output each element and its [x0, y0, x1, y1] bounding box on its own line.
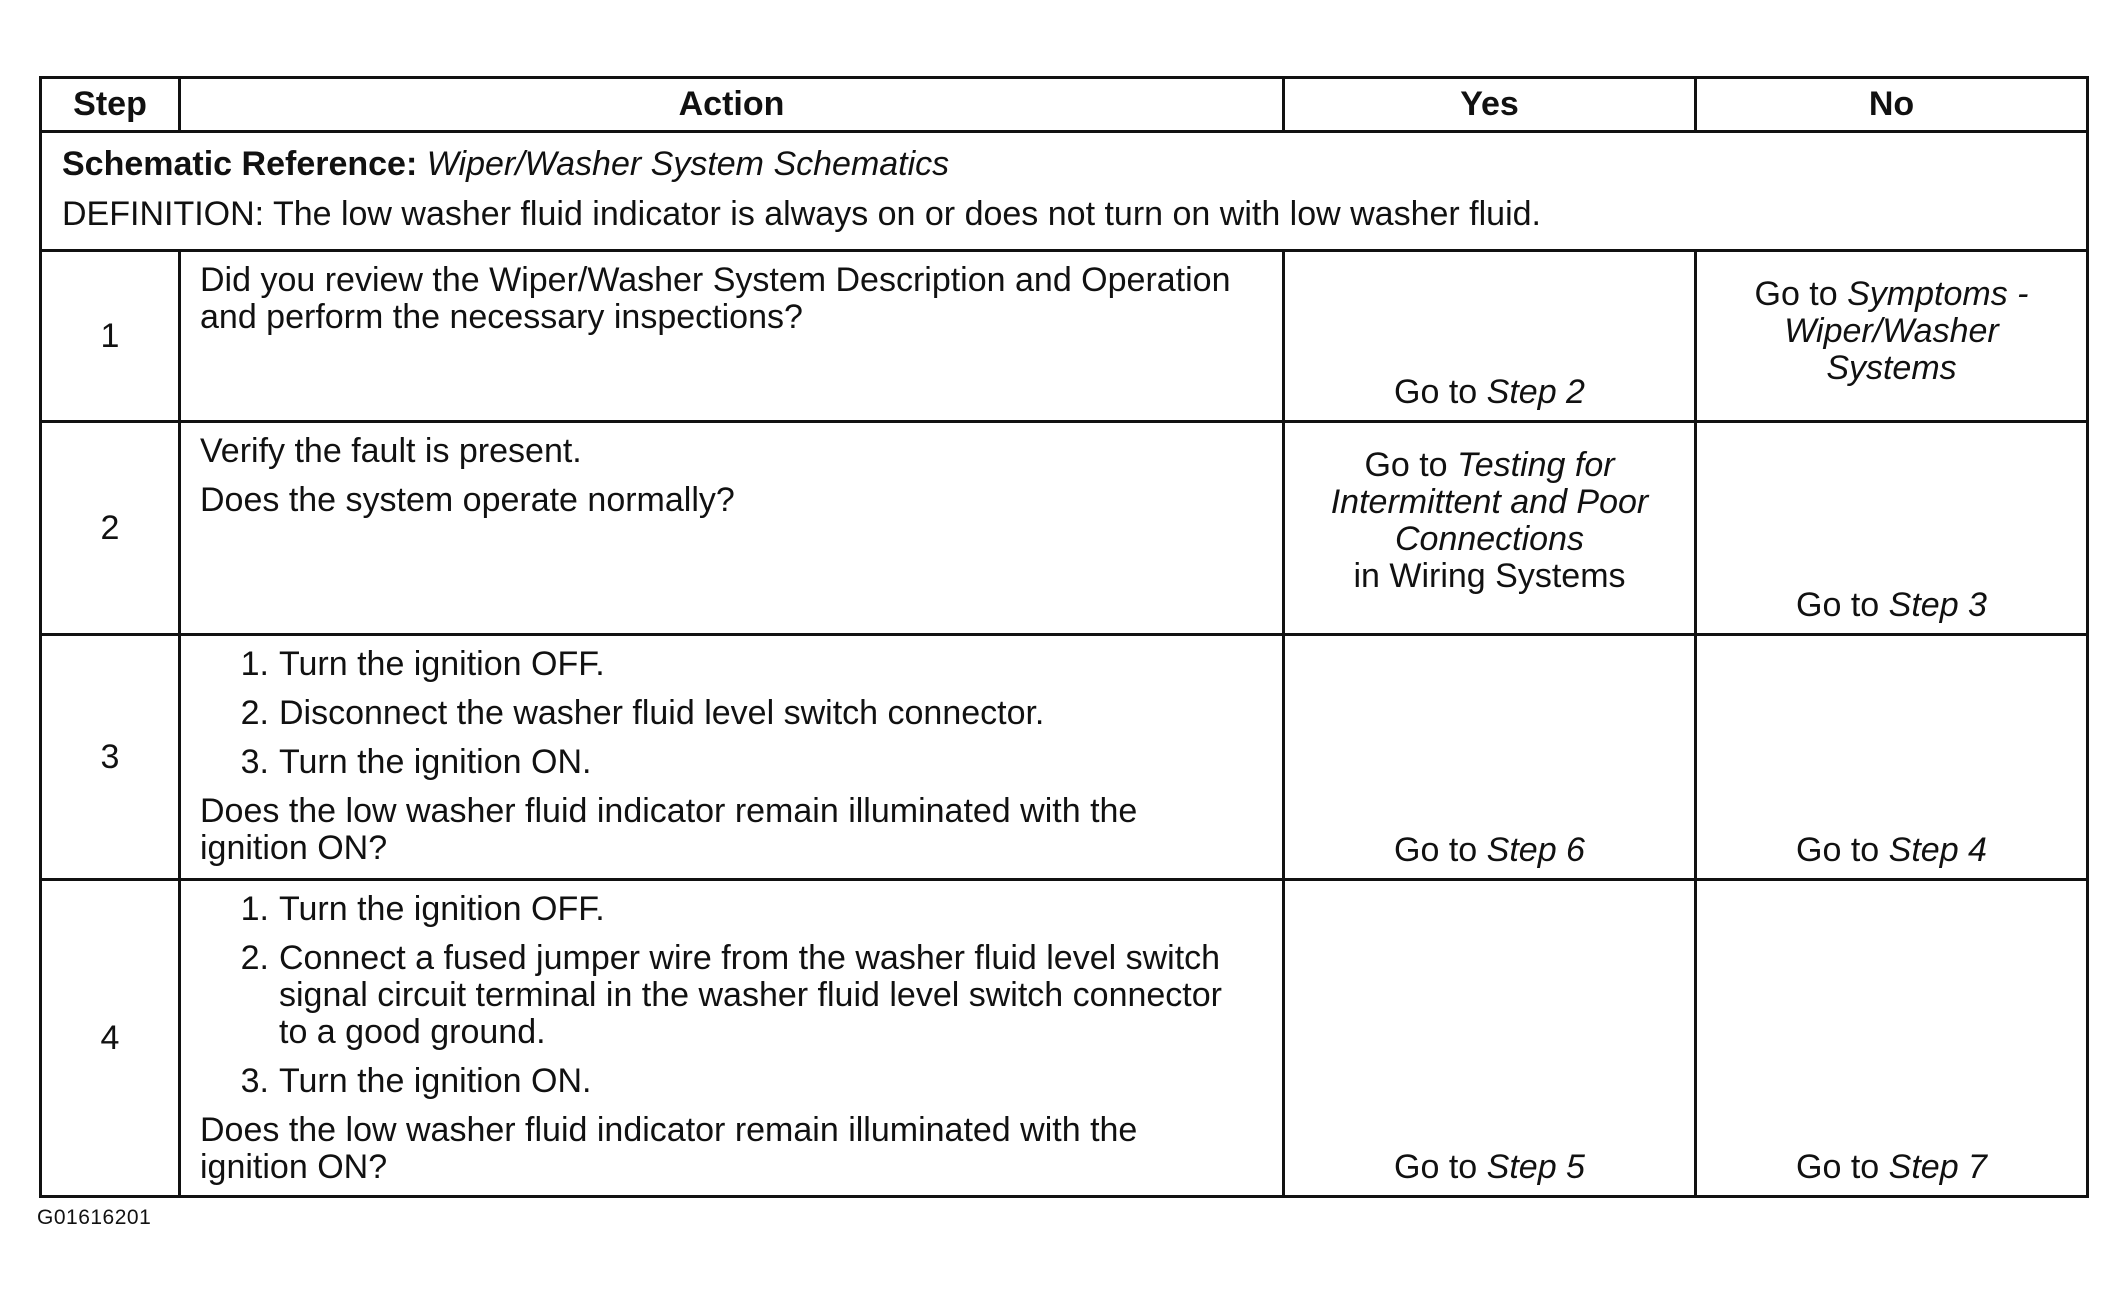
substep-number: 1. — [240, 890, 269, 928]
action-cell — [180, 251, 1284, 422]
definition-text: DEFINITION: The low washer fluid indicator is always on or does not turn on with low washer fluid. — [62, 195, 1541, 233]
yes-link-cont[interactable]: Intermittent and Poor — [1330, 483, 1649, 521]
yes-link[interactable]: Testing for — [1457, 446, 1615, 484]
header-row — [41, 78, 2088, 132]
schematic-reference-label: Schematic Reference: — [62, 145, 418, 183]
yes-suffix: in Wiring Systems — [1353, 557, 1626, 595]
substep — [240, 939, 1252, 1051]
substep — [240, 890, 1252, 928]
header-yes: Yes — [1284, 78, 1696, 132]
substep — [240, 694, 1252, 732]
header-action: Action — [180, 78, 1284, 132]
yes-prefix: Go to — [1394, 831, 1478, 869]
yes-result — [1285, 832, 1694, 869]
substep-list — [200, 891, 1252, 1100]
no-result — [1697, 252, 2086, 387]
substep-text: Turn the ignition ON. — [279, 743, 592, 781]
table-row — [41, 880, 2088, 1197]
step-number: 3 — [41, 635, 180, 880]
yes-cell — [1284, 251, 1696, 422]
no-prefix: Go to — [1796, 586, 1880, 624]
action-question: Does the low washer fluid indicator remain illuminated with the ignition ON? — [200, 792, 1138, 867]
no-prefix: Go to — [1796, 831, 1880, 869]
substep-text: Turn the ignition OFF. — [279, 890, 605, 928]
no-link[interactable]: Step 7 — [1888, 1148, 1987, 1186]
no-result — [1697, 1149, 2086, 1186]
yes-link[interactable]: Step 5 — [1486, 1148, 1585, 1186]
yes-result — [1285, 374, 1694, 411]
substep — [240, 645, 1252, 683]
reference-row — [41, 132, 2088, 251]
substep — [240, 743, 1252, 781]
substep-number: 2. — [240, 694, 269, 732]
action-cell — [180, 880, 1284, 1197]
substep-text: Disconnect the washer fluid level switch connector. — [279, 694, 1045, 732]
no-link[interactable]: Symptoms - — [1847, 275, 2029, 313]
table-row — [41, 251, 2088, 422]
no-result — [1697, 832, 2086, 869]
yes-prefix: Go to — [1364, 446, 1448, 484]
action-question: Does the low washer fluid indicator remain illuminated with the ignition ON? — [200, 1111, 1138, 1186]
yes-prefix: Go to — [1394, 1148, 1478, 1186]
substep-number: 1. — [240, 645, 269, 683]
step-number: 4 — [41, 880, 180, 1197]
step-number: 1 — [41, 251, 180, 422]
reference-cell — [41, 132, 2088, 251]
header-step: Step — [41, 78, 180, 132]
yes-cell — [1284, 880, 1696, 1197]
figure-id: G01616201 — [37, 1206, 152, 1229]
substep-list — [200, 646, 1252, 781]
schematic-reference — [62, 139, 2086, 189]
yes-link[interactable]: Step 2 — [1486, 373, 1585, 411]
substep-number: 3. — [240, 743, 269, 781]
table-row — [41, 635, 2088, 880]
action-instruction: Verify the fault is present. — [200, 432, 582, 470]
diagnostic-table — [39, 76, 2089, 1198]
no-link[interactable]: Step 4 — [1888, 831, 1987, 869]
substep-number: 3. — [240, 1062, 269, 1100]
no-cell — [1696, 422, 2088, 635]
schematic-reference-link[interactable]: Wiper/Washer System Schematics — [426, 145, 950, 183]
no-link-cont[interactable]: Wiper/Washer — [1784, 312, 1999, 350]
action-question: Does the system operate normally? — [200, 481, 735, 519]
yes-prefix: Go to — [1394, 373, 1478, 411]
action-question: Did you review the Wiper/Washer System Description and Operation and perform the necessary inspections? — [200, 261, 1231, 336]
no-cell — [1696, 880, 2088, 1197]
substep-text: Connect a fused jumper wire from the washer fluid level switch signal circuit terminal in the washer fluid level switch connector to a good ground. — [279, 939, 1222, 1051]
no-prefix: Go to — [1796, 1148, 1880, 1186]
substep-number: 2. — [240, 939, 269, 977]
yes-cell — [1284, 422, 1696, 635]
yes-link-cont[interactable]: Connections — [1394, 520, 1584, 558]
table-row — [41, 422, 2088, 635]
no-cell — [1696, 635, 2088, 880]
yes-result — [1285, 423, 1694, 595]
no-link-cont[interactable]: Systems — [1826, 349, 1957, 387]
no-result — [1697, 587, 2086, 624]
no-cell — [1696, 251, 2088, 422]
substep-text: Turn the ignition OFF. — [279, 645, 605, 683]
no-link[interactable]: Step 3 — [1888, 586, 1987, 624]
no-prefix: Go to — [1754, 275, 1838, 313]
yes-link[interactable]: Step 6 — [1486, 831, 1585, 869]
step-number: 2 — [41, 422, 180, 635]
yes-result — [1285, 1149, 1694, 1186]
header-no: No — [1696, 78, 2088, 132]
yes-cell — [1284, 635, 1696, 880]
substep — [240, 1062, 1252, 1100]
substep-text: Turn the ignition ON. — [279, 1062, 592, 1100]
action-cell — [180, 422, 1284, 635]
action-cell — [180, 635, 1284, 880]
